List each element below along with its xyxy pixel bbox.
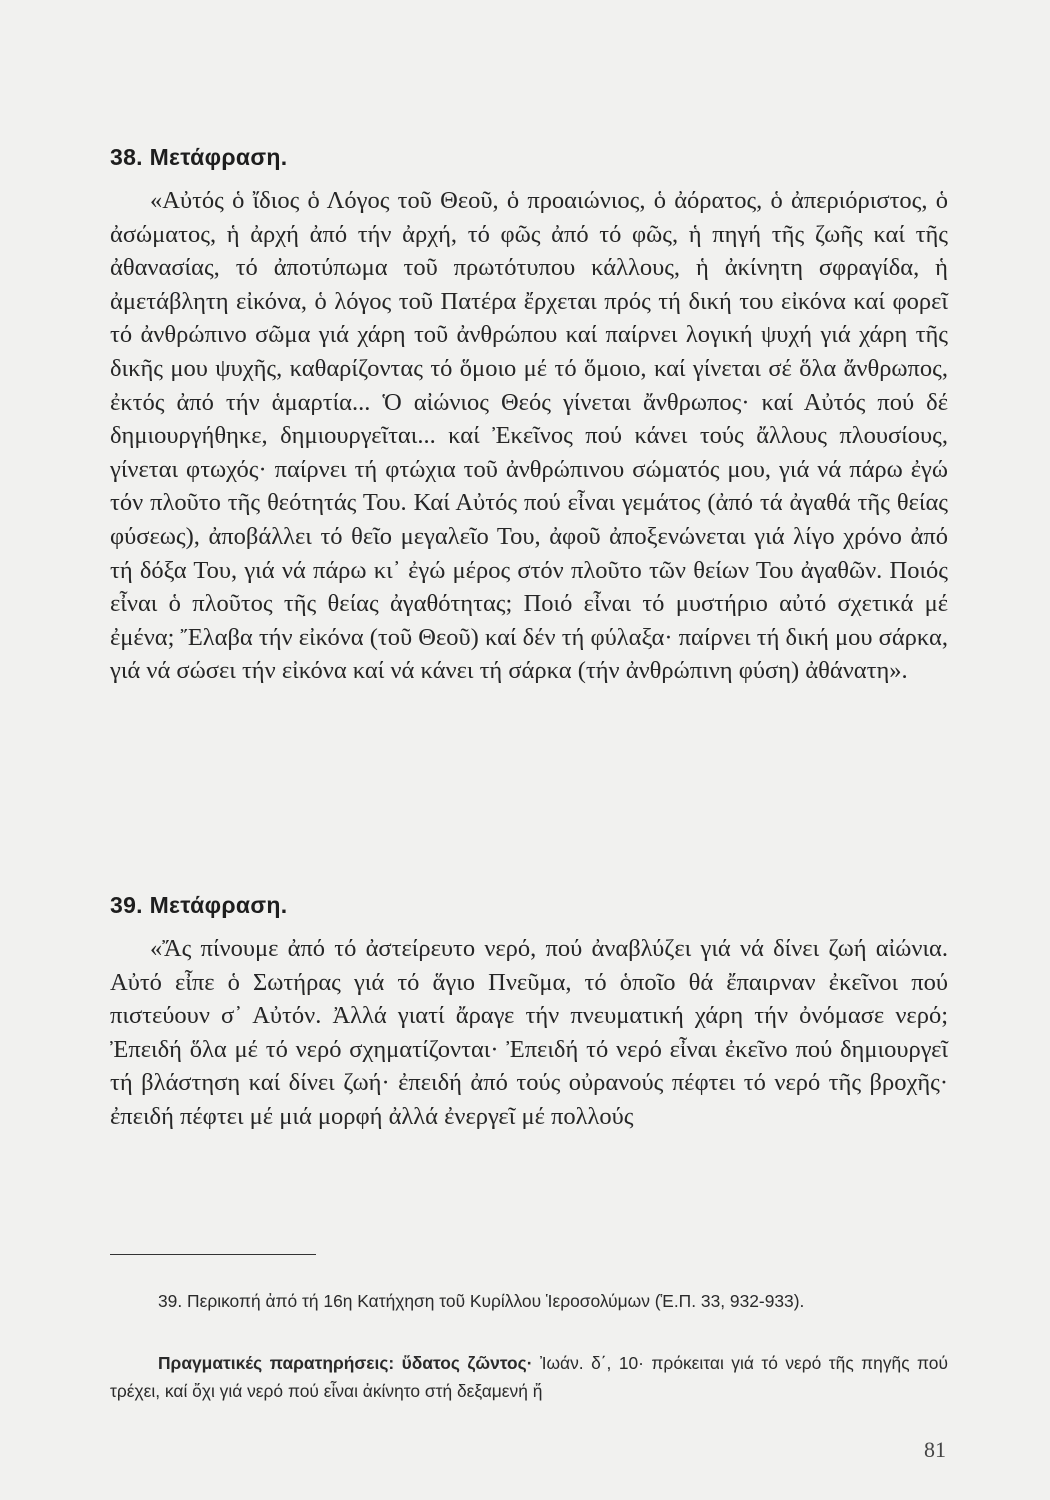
section-38-paragraph: «Αὐτός ὁ ἴδιος ὁ Λόγος τοῦ Θεοῦ, ὁ προαιώνιος, ὁ ἀόρατος, ὁ ἀπεριόριστος, ὁ ἀσώματος, ἡ ἀρχή ἀπό τήν ἀρχή, τό φῶς ἀπό τό φῶς, ἡ πηγή τῆς ζωῆς καί τῆς ἀθανασίας, τό ἀποτύπωμα τοῦ πρωτότυπου κάλλους, ἡ ἀκίνητη σφραγίδα, ἡ ἀμετάβλητη εἰκόνα, ὁ λόγος τοῦ Πατέρα ἔρχεται πρός τή δική του εἰκόνα καί φορεῖ τό ἀνθρώπινο σῶμα γιά χάρη τοῦ ἀνθρώπου καί παίρνει λογική ψυχή γιά χάρη τῆς δικῆς μου ψυχῆς, καθαρίζοντας τό ὅμοιο μέ τό ὅμοιο, καί γίνεται σέ ὅλα ἄνθρωπος, ἐκτός ἀπό τήν ἁμαρτία... Ὁ αἰώνιος Θεός γίνεται ἄνθρωπος· καί Αὐτός πού δέ δημιουργήθηκε, δημιουργεῖται... καί Ἐκεῖνος πού κάνει τούς ἄλλους πλουσίους, γίνεται φτωχός· παίρνει τή φτώχια τοῦ ἀνθρώπινου σώματός μου, γιά νά πάρω ἐγώ τόν πλοῦτο τῆς θεότητάς Του. Καί Αὐτός πού εἶναι γεμάτος (ἀπό τά ἀγαθά τῆς θείας φύσεως), ἀποβάλλει τό θεῖο μεγαλεῖο Του, ἀφοῦ ἀποξενώνεται γιά λίγο χρόνο ἀπό τή δόξα Του, γιά νά πάρω κι᾽ ἐγώ μέρος στόν πλοῦτο τῶν θείων Του ἀγαθῶν. Ποιός εἶναι ὁ πλοῦτος τῆς θείας ἀγαθότητας; Ποιό εἶναι τό μυστήριο αὐτό σχετικά μέ ἐμένα; Ἔλαβα τήν εἰκόνα (τοῦ Θεοῦ) καί δέν τή φύλαξα· παίρνει τή δική μου σάρκα, γιά νά σώσει τήν εἰκόνα καί νά κάνει τή σάρκα (τήν ἀνθρώπινη φύση) ἀθάνατη». bbox=[110, 187, 948, 685]
footnote-remarks bbox=[110, 1349, 948, 1405]
page-number: 81 bbox=[924, 1437, 946, 1462]
section-38-heading: 38. Μετάφραση. bbox=[110, 144, 288, 170]
footnote-divider bbox=[110, 1254, 316, 1255]
section-39-heading: 39. Μετάφραση. bbox=[110, 892, 288, 918]
footnote-remarks-label: Πραγματικές παρατηρήσεις: ὕδατος ζῶντος· bbox=[158, 1353, 533, 1373]
footnote-39: 39. Περικοπή ἀπό τή 16η Κατήχηση τοῦ Κυρίλλου Ἱεροσολύμων (Ἑ.Π. 33, 932-933). bbox=[158, 1291, 805, 1311]
footnote-remarks-text: Ἰωάν. δ΄, 10· πρόκειται γιά τό νερό τῆς πηγῆς πού τρέχει, καί ὄχι γιά νερό πού εἶναι ἀκίνητο στή δεξαμενή ἤ bbox=[110, 1353, 948, 1401]
section-39-paragraph: «Ἄς πίνουμε ἀπό τό ἀστείρευτο νερό, πού ἀναβλύζει γιά νά δίνει ζωή αἰώνια. Αὐτό εἶπε ὁ Σωτήρας γιά τό ἅγιο Πνεῦμα, τό ὁποῖο θά ἔπαιρναν ἐκεῖνοι πού πιστεύουν σ᾽ Αὐτόν. Ἀλλά γιατί ἄραγε τήν πνευματική χάρη τήν ὀνόμασε νερό; Ἐπειδή ὅλα μέ τό νερό σχηματίζονται· Ἐπειδή τό νερό εἶναι ἐκεῖνο πού δημιουργεῖ τή βλάστηση καί δίνει ζωή· ἐπειδή ἀπό τούς οὐρανούς πέφτει τό νερό τῆς βροχῆς· ἐπειδή πέφτει μέ μιά μορφή ἀλλά ἐνεργεῖ μέ πολλούς bbox=[110, 935, 948, 1130]
